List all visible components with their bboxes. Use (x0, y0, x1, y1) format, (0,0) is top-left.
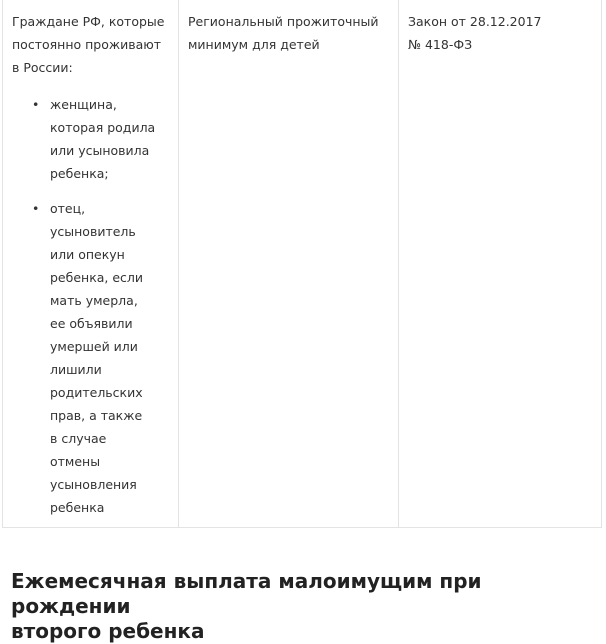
amount-text: Региональный прожиточный минимум для детей (188, 14, 379, 52)
list-item (12, 93, 172, 185)
bullet-icon: • (32, 201, 40, 216)
list-item-text: отец, усыновитель или опекун ребенка, если мать умерла, ее объявили умершей или лишили родительских прав, а также в случае отмены усыновления ребенка (50, 201, 144, 515)
list-item-text: женщина, которая родила или усыновила ребенка; (50, 97, 156, 181)
section-heading: Ежемесячная выплата малоимущим при рождении второго ребенка (11, 569, 482, 643)
amount-cell (178, 0, 398, 527)
list-item (12, 197, 172, 519)
law-cell (398, 0, 601, 527)
recipients-list (12, 93, 172, 519)
recipients-intro: Граждане РФ, которые постоянно проживают в России: (12, 14, 165, 75)
law-text: Закон от 28.12.2017 № 418-ФЗ (408, 14, 542, 52)
bullet-icon: • (32, 97, 40, 112)
recipients-cell (3, 0, 178, 527)
benefits-table-row (2, 0, 602, 528)
